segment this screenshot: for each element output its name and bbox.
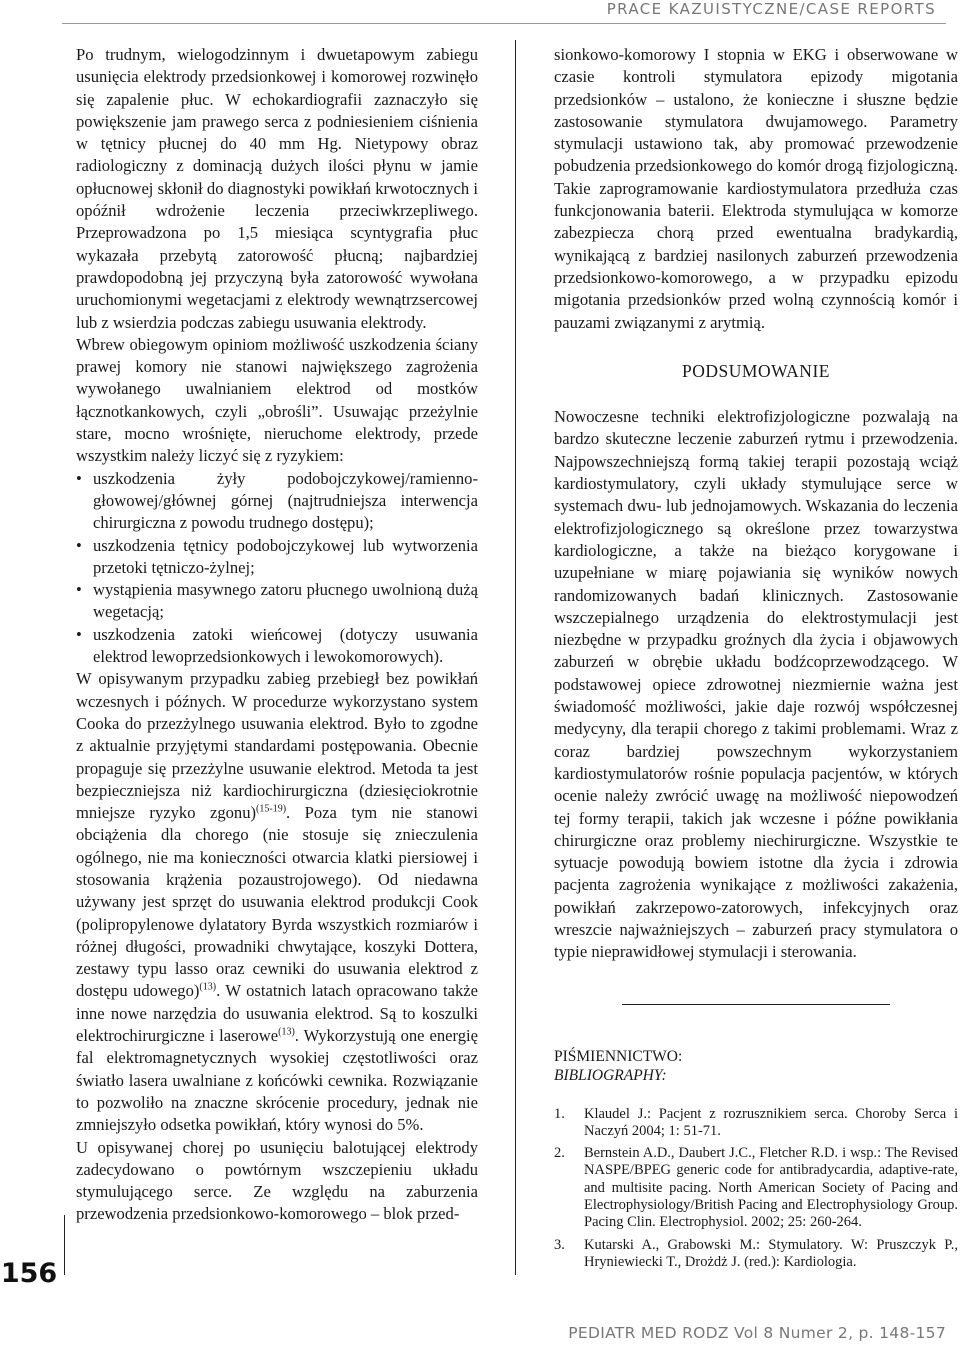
text-run: . W ostatnich latach opracowano także inne nowe narzędzia do usuwania elektrod. Są to koszulki elektrochirurgiczne i laserowe — [76, 981, 478, 1046]
paragraph: Po trudnym, wielogodzinnym i dwuetapowym zabiegu usunięcia elektrody przedsionkowej i komorowej rozwinęło się zapalenie płuc. W echokardiografii zaznaczyło się powiększenie jam prawego serca z podniesieniem ciśnienia w tętnicy płucnej do 40 mm Hg. Nietypowy obraz radiologiczny z dominacją dużych ilości płynu w jamie opłucnowej skłonił do diagnostyki powikłań krwotocznych i opóźnił wdrożenie leczenia przeciwkrzepliwego. Przeprowadzona po 1,5 miesiąca scyntygrafia płuc wykazała przebytą zatorowość płucną; najbardziej prawdopodobną jej przyczyną była zatorowość wywołana uruchomionymi wegetacjami z elektrody wewnątrzsercowej lub z wsierdzia podczas zabiegu usuwania elektrody. — [76, 45, 478, 332]
left-column — [76, 44, 478, 1226]
section-title: PODSUMOWANIE — [682, 360, 830, 381]
reference-number: 3. — [554, 1236, 565, 1253]
bibliography-title: PIŚMIENNICTWO: — [554, 1047, 683, 1065]
reference-list — [554, 1106, 958, 1272]
page-number-rule — [64, 1215, 65, 1275]
list-item: • wystąpienia masywnego zatoru płucnego uwolnioną dużą wegetacją; — [76, 579, 478, 624]
column-divider — [515, 40, 516, 1275]
text-run: . Wykorzystują one energię fal elektromagnetycznych wysokiej częstotliwości oraz światło lasera uwalniane z końcówki cewnika. Rozwiązanie to pozwoliło na znaczne skrócenie procedury, jednak nie zmniejszyło odsetka powikłań, który wynosi do 5%. — [76, 1026, 478, 1135]
reference-item — [554, 1106, 958, 1141]
bibliography-subtitle: BIBLIOGRAPHY: — [554, 1066, 667, 1084]
list-item: • uszkodzenia żyły podobojczykowej/ramienno-głowowej/głównej górnej (najtrudniejsza interwencja chirurgiczna z powodu trudnego dostępu); — [76, 468, 478, 535]
list-item: • uszkodzenia zatoki wieńcowej (dotyczy usuwania elektrod lewoprzedsionkowych i lewokomorowych). — [76, 624, 478, 669]
bibliography-heading — [554, 1047, 958, 1085]
text-run: W opisywanym przypadku zabieg przebiegł bez powikłań wczesnych i późnych. W procedurze wykorzystano system Cooka do przezżylnego usuwania elektrod. Było to zgodne z aktualnie przyjętymi standardami postępowania. Obecnie propaguje się przezżylne usuwanie elektrod. Metoda ta jest bezpieczniejsza niż kardiochirurgiczna (dziesięciokrotnie mniejsze ryzyko zgonu) — [76, 669, 478, 823]
reference-item — [554, 1145, 958, 1231]
reference-text: Bernstein A.D., Daubert J.C., Fletcher R.D. i wsp.: The Revised NASPE/BPEG generic code for antibradycardia, adaptive-rate, and multisite pacing. North American Society of Pacing and Electrophysiology/British Pacing and Electrophysiology Group. Pacing Clin. Electrophysiol. 2002; 25: 260-264. — [584, 1145, 958, 1231]
risk-list — [76, 468, 478, 669]
right-column — [554, 44, 958, 1276]
page-number: 156 — [0, 1258, 58, 1289]
citation: (13) — [199, 981, 217, 993]
reference-item — [554, 1237, 958, 1272]
citation: (13) — [278, 1026, 295, 1038]
paragraph: Wbrew obiegowym opiniom możliwość uszkodzenia ściany prawej komory nie stanowi największego zagrożenia wywołanego uwalnianiem elektrod od mostków łącznotkankowych, czyli „obrośli”. Usuwając przeżylnie stare, mocno wrośnięte, nieruchome elektrody, przede wszystkim należy liczyć się z ryzykiem: — [76, 334, 478, 466]
header-rule — [62, 23, 946, 24]
paragraph — [76, 668, 478, 1136]
citation: (15-19) — [256, 803, 287, 815]
reference-text: Klaudel J.: Pacjent z rozrusznikiem serca. Choroby Serca i Naczyń 2004; 1: 51-71. — [584, 1105, 958, 1139]
paragraph: Nowoczesne techniki elektrofizjologiczne pozwalają na bardzo skuteczne leczenie zaburzeń rytmu i przewodzenia. Najpowszechniejszą formą takiej terapii pozostają wciąż kardiostymulatory, czyli układy stymulujące serce w systemach dwu- lub jednojamowych. Wskazania do leczenia elektrofizjologicznego są określone przez towarzystwa kardiologiczne, a także na bieżąco korygowane i uzupełniane w miarę pojawiania się wyników nowych randomizowanych badań klinicznych. Zastosowanie wszczepialnego urządzenia do elektrostymulacji jest niezbędne w przypadku groźnych dla życia i objawowych zaburzeń w obrębie układu bodźcoprzewodzącego. W podstawowej opiece zdrowotnej niezmiernie ważna jest świadomość możliwości, jakie daje rozwój współczesnej medycyny, dla terapii chorego z takimi problemami. Wraz z coraz bardziej powszechnym wykorzystaniem kardiostymulatorów rośnie populacja pacjentów, w których ocenie należy zwrócić uwagę na możliwość niepowodzeń tej formy terapii, takich jak wczesne i późne powikłania chirurgiczne oraz problemy niechirurgiczne. Wszystkie te sytuacje powodują bowiem istotne dla życia i zdrowia pacjenta zagrożenia wynikające z możliwości zakażenia, powikłań zakrzepowo-zatorowych, infekcyjnych oraz wreszcie najważniejszych – zaburzeń pracy stymulatora o typie nieprawidłowej stymulacji i sterowania. — [554, 407, 958, 962]
paragraph: U opisywanej chorej po usunięciu balotującej elektrody zadecydowano o powtórnym wszczepieniu układu stymulującego serce. Ze względu na zaburzenia przewodzenia przedsionkowo-komorowego – blok przed- — [76, 1137, 478, 1224]
text-run: . Poza tym nie stanowi obciążenia dla chorego (nie stosuje się znieczulenia ogólnego, nie ma konieczności otwarcia klatki piersiowej i stosowania krążenia pozaustrojowego). Od niedawna używany jest sprzęt do usuwania elektrod produkcji Cook (polipropylenowe dylatatory Byrda wszystkich rozmiarów i różnej długości, prowadniki chwytające, koszyki Dottera, zestawy typu lasso oraz cewniki do usuwania elektrod z dostępu udowego) — [76, 803, 478, 1001]
reference-number: 1. — [554, 1105, 565, 1122]
reference-text: Kutarski A., Grabowski M.: Stymulatory. W: Pruszczyk P., Hryniewiecki T., Drożdż J. (red.): Kardiologia. — [584, 1236, 958, 1270]
bibliography-divider — [622, 1004, 890, 1005]
journal-footer: PEDIATR MED RODZ Vol 8 Numer 2, p. 148-157 — [568, 1324, 946, 1342]
list-item: • uszkodzenia tętnicy podobojczykowej lub wytworzenia przetoki tętniczo-żylnej; — [76, 535, 478, 580]
paragraph: sionkowo-komorowy I stopnia w EKG i obserwowane w czasie kontroli stymulatora epizody migotania przedsionków – ustalono, że konieczne i słuszne będzie zastosowanie stymulatora dwujamowego. Parametry stymulacji ustawiono tak, aby promować przewodzenie pobudzenia przedsionkowego do komór drogą fizjologiczną. Takie zaprogramowanie kardiostymulatora przedłuża czas funkcjonowania baterii. Elektroda stymulująca w komorze zabezpiecza chorą przed ewentualna bradykardią, wynikającą z bardziej nasilonych zaburzeń przewodzenia przedsionkowo-komorowego, a w przypadku epizodu migotania przedsionków przed wolną czynnością komór i pauzami związanymi z arytmią. — [554, 45, 958, 332]
running-header: PRACE KAZUISTYCZNE/CASE REPORTS — [606, 0, 936, 18]
reference-number: 2. — [554, 1145, 565, 1162]
